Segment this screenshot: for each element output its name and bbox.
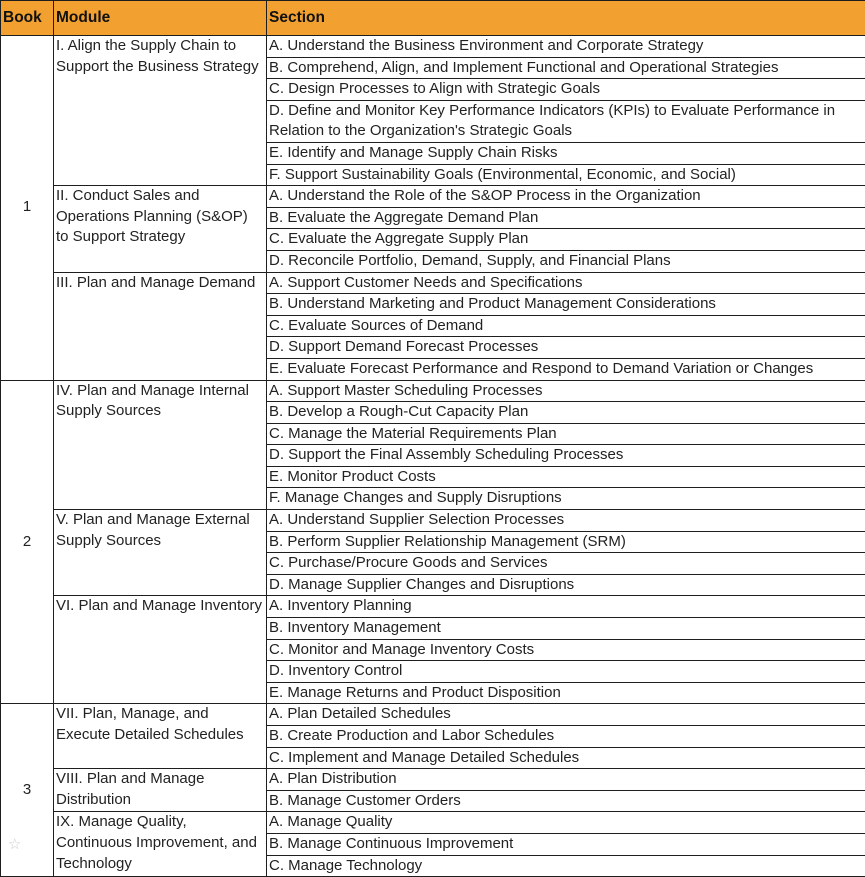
section-item: D. Reconcile Portfolio, Demand, Supply, and Financial Plans [267, 250, 865, 272]
watermark-logo: ☆ [8, 835, 21, 853]
table-body [1, 36, 865, 877]
section-item: B. Manage Continuous Improvement [267, 833, 865, 855]
section-item: A. Plan Distribution [267, 769, 865, 791]
header-section: Section [267, 1, 865, 36]
module-title: VIII. Plan and Manage Distribution [54, 769, 267, 812]
table-row [1, 186, 865, 208]
section-item: C. Implement and Manage Detailed Schedules [267, 747, 865, 769]
section-item: E. Monitor Product Costs [267, 466, 865, 488]
section-item: E. Manage Returns and Product Disposition [267, 682, 865, 704]
section-item: A. Inventory Planning [267, 596, 865, 618]
module-title: IV. Plan and Manage Internal Supply Sources [54, 380, 267, 510]
module-title: III. Plan and Manage Demand [54, 272, 267, 380]
book-number: 2 [1, 380, 54, 704]
section-item: D. Support Demand Forecast Processes [267, 337, 865, 359]
section-item: D. Manage Supplier Changes and Disruptions [267, 574, 865, 596]
section-item: B. Evaluate the Aggregate Demand Plan [267, 207, 865, 229]
table-row [1, 769, 865, 791]
book-number: 3 [1, 704, 54, 877]
table-row [1, 380, 865, 402]
header-module: Module [54, 1, 267, 36]
module-title: IX. Manage Quality, Continuous Improvement, and Technology [54, 812, 267, 877]
table-row [1, 812, 865, 834]
section-item: B. Manage Customer Orders [267, 790, 865, 812]
section-item: A. Understand Supplier Selection Processes [267, 510, 865, 532]
module-title: I. Align the Supply Chain to Support the Business Strategy [54, 36, 267, 186]
section-item: A. Support Master Scheduling Processes [267, 380, 865, 402]
section-item: C. Design Processes to Align with Strategic Goals [267, 79, 865, 101]
section-item: E. Identify and Manage Supply Chain Risks [267, 142, 865, 164]
section-item: B. Inventory Management [267, 618, 865, 640]
module-title: VI. Plan and Manage Inventory [54, 596, 267, 704]
section-item: B. Comprehend, Align, and Implement Functional and Operational Strategies [267, 57, 865, 79]
table-row [1, 704, 865, 726]
section-item: A. Support Customer Needs and Specifications [267, 272, 865, 294]
section-item: B. Understand Marketing and Product Management Considerations [267, 294, 865, 316]
section-item: D. Inventory Control [267, 661, 865, 683]
section-item: B. Perform Supplier Relationship Management (SRM) [267, 531, 865, 553]
module-title: VII. Plan, Manage, and Execute Detailed Schedules [54, 704, 267, 769]
section-item: F. Manage Changes and Supply Disruptions [267, 488, 865, 510]
section-item: F. Support Sustainability Goals (Environmental, Economic, and Social) [267, 164, 865, 186]
book-number: 1 [1, 36, 54, 381]
module-title: II. Conduct Sales and Operations Planning (S&OP) to Support Strategy [54, 186, 267, 272]
section-item: C. Manage the Material Requirements Plan [267, 423, 865, 445]
section-item: C. Monitor and Manage Inventory Costs [267, 639, 865, 661]
section-item: A. Manage Quality [267, 812, 865, 834]
section-item: A. Plan Detailed Schedules [267, 704, 865, 726]
section-item: A. Understand the Role of the S&OP Process in the Organization [267, 186, 865, 208]
section-item: C. Evaluate Sources of Demand [267, 315, 865, 337]
table-row [1, 36, 865, 58]
table-row [1, 272, 865, 294]
section-item: D. Define and Monitor Key Performance Indicators (KPIs) to Evaluate Performance in Relation to the Organization's Strategic Goals [267, 100, 865, 142]
section-item: D. Support the Final Assembly Scheduling Processes [267, 445, 865, 467]
module-title: V. Plan and Manage External Supply Sources [54, 510, 267, 596]
section-item: B. Create Production and Labor Schedules [267, 726, 865, 748]
table-header [1, 1, 865, 36]
section-item: E. Evaluate Forecast Performance and Respond to Demand Variation or Changes [267, 358, 865, 380]
section-item: A. Understand the Business Environment and Corporate Strategy [267, 36, 865, 58]
header-book: Book [1, 1, 54, 36]
section-item: B. Develop a Rough-Cut Capacity Plan [267, 402, 865, 424]
section-item: C. Purchase/Procure Goods and Services [267, 553, 865, 575]
table-row [1, 510, 865, 532]
section-item: C. Manage Technology [267, 855, 865, 877]
table-row [1, 596, 865, 618]
section-item: C. Evaluate the Aggregate Supply Plan [267, 229, 865, 251]
